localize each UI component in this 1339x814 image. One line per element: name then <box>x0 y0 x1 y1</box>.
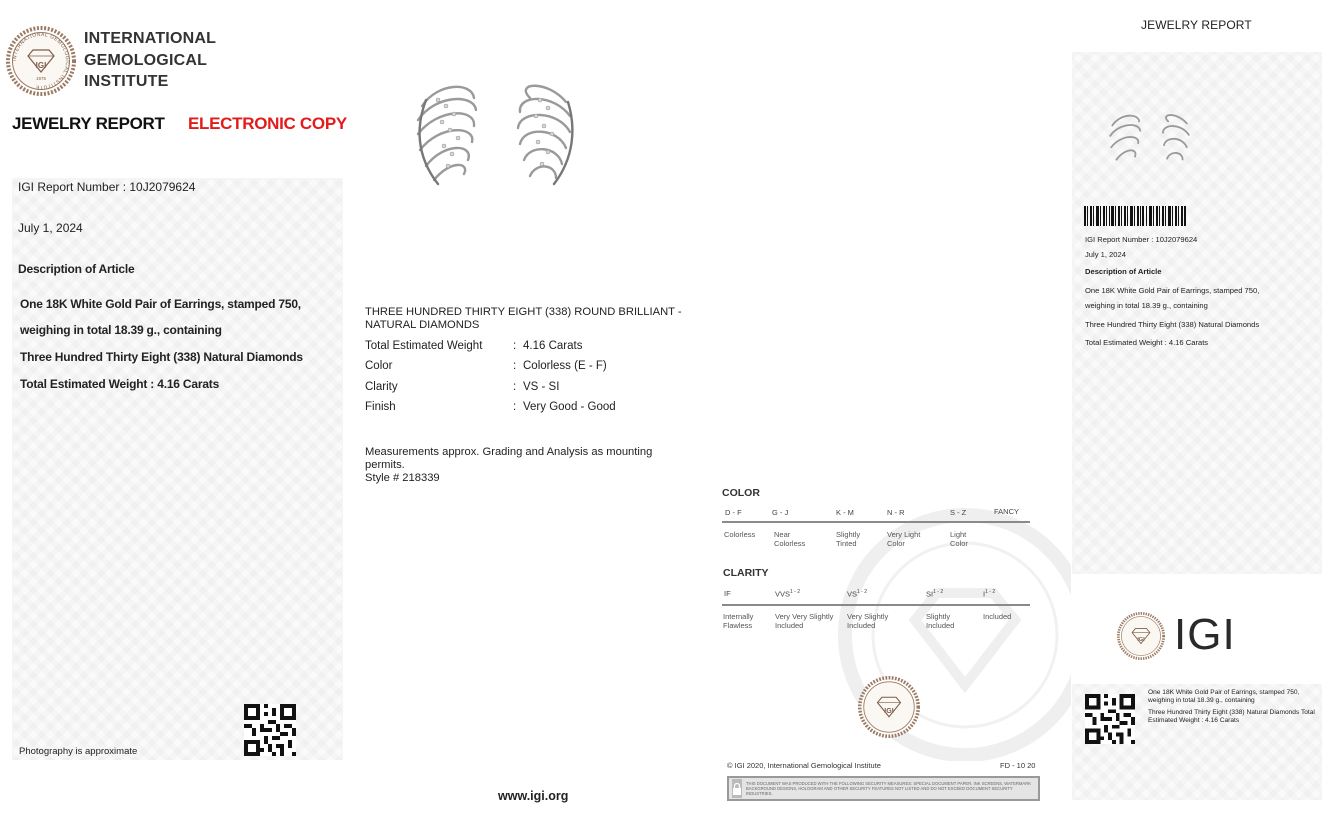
color-value: Colorless (E - F) <box>523 360 607 372</box>
stub-bottom-description <box>1148 689 1318 725</box>
clarity-desc-vvs: Very Very Slightly Included <box>775 612 834 630</box>
color-desc-slightly-tinted: Slightly Tinted <box>836 530 861 548</box>
lock-icon <box>732 779 742 798</box>
clarity-colon: : <box>513 381 517 393</box>
svg-text:IGI: IGI <box>884 707 894 716</box>
color-desc-light: Light Color <box>950 530 968 548</box>
stub-date: July 1, 2024 <box>1085 250 1126 259</box>
stub-desc-line-1: One 18K White Gold Pair of Earrings, stamped 750, <box>1085 286 1260 295</box>
stub-earrings-photo <box>1101 110 1197 170</box>
color-scale-divider <box>722 521 1030 523</box>
clarity-grade-if: IF <box>724 589 731 598</box>
svg-text:INTERNATIONAL GEMOLOGICAL INST: INTERNATIONAL GEMOLOGICAL INSTITUTE <box>11 31 71 91</box>
description-heading: Description of Article <box>18 262 135 276</box>
clarity-desc-if: Internally Flawless <box>723 612 754 630</box>
qr-code[interactable] <box>244 704 296 756</box>
report-title: JEWELRY REPORT <box>12 114 165 133</box>
color-desc-colorless: Colorless <box>724 530 756 539</box>
finish-value: Very Good - Good <box>523 401 616 413</box>
color-grade-g-j: G - J <box>772 508 789 517</box>
stub-desc-line-4: Total Estimated Weight : 4.16 Carats <box>1085 338 1209 347</box>
color-grade-n-r: N - R <box>887 508 905 517</box>
copyright-notice: © IGI 2020, International Gemological Institute <box>727 761 881 770</box>
clarity-desc-si: Slightly Included <box>926 612 955 630</box>
security-text: THIS DOCUMENT WAS PRODUCED WITH THE FOLLOWING SECURITY MEASURES: SPECIAL DOCUMENT PAPER, INK SCREENS, WATERMARK BACKGROUND DESIGNS, HOLOGRAM AND OTHER SECURITY FEATURES NOT LISTED AND DO NOT EXCEED DOCUMENT SECURITY INDUSTRIES. <box>746 781 1032 796</box>
svg-text:IGI: IGI <box>1137 636 1145 643</box>
clarity-grade-si: SI$^{1 - 2}$ <box>926 589 944 599</box>
svg-text:1975: 1975 <box>35 76 47 81</box>
clarity-scale-title: CLARITY <box>723 567 769 579</box>
organization-name <box>84 28 216 93</box>
stub-qr-code[interactable] <box>1085 694 1135 744</box>
stub-bottom-line-2: weighing in total 18.39 g., containing <box>1148 697 1255 704</box>
electronic-copy-label: ELECTRONIC COPY <box>188 114 347 133</box>
measurements-text: Measurements approx. Grading and Analysis as mounting permits. <box>365 446 653 471</box>
igi-seal-logo <box>6 26 76 96</box>
website-link[interactable]: www.igi.org <box>498 789 569 803</box>
photography-note: Photography is approximate <box>19 746 138 757</box>
stub-desc-line-2: weighing in total 18.39 g., containing <box>1085 301 1208 310</box>
earrings-photo <box>408 76 578 192</box>
description-line-4: Total Estimated Weight : 4.16 Carats <box>20 377 220 391</box>
finish-label: Finish <box>365 401 396 413</box>
footer-seal-icon <box>858 676 920 738</box>
stub-description-heading: Description of Article <box>1085 267 1162 276</box>
report-date: July 1, 2024 <box>18 221 83 235</box>
form-code: FD - 10 20 <box>1000 761 1036 770</box>
clarity-scale-divider <box>722 604 1030 606</box>
weight-value: 4.16 Carats <box>523 340 583 352</box>
report-details-panel <box>12 178 343 760</box>
svg-text:IGI: IGI <box>35 61 47 70</box>
org-line-2: GEMOLOGICAL <box>84 51 208 69</box>
finish-colon: : <box>513 401 517 413</box>
color-grade-k-m: K - M <box>836 508 854 517</box>
diamond-summary: THREE HUNDRED THIRTY EIGHT (338) ROUND BRILLIANT - NATURAL DIAMONDS <box>365 306 682 331</box>
stub-report-number: IGI Report Number : 10J2079624 <box>1085 235 1198 244</box>
clarity-value: VS - SI <box>523 381 560 393</box>
weight-colon: : <box>513 340 517 352</box>
color-grade-s-z: S - Z <box>950 508 967 517</box>
style-number: Style # 218339 <box>365 472 440 484</box>
clarity-desc-vs: Very Slightly Included <box>847 612 889 630</box>
org-line-1: INTERNATIONAL <box>84 30 217 47</box>
security-features-bar <box>727 776 1040 801</box>
color-scale-title: COLOR <box>722 487 760 499</box>
stub-report-title: JEWELRY REPORT <box>1141 18 1252 32</box>
org-line-3: INSTITUTE <box>84 73 169 90</box>
color-label: Color <box>365 360 393 372</box>
barcode <box>1084 206 1186 226</box>
igi-brand-logo: IGI <box>1174 610 1236 659</box>
clarity-grade-vs: VS$^{1 - 2}$ <box>847 589 868 599</box>
color-grade-fancy: FANCY <box>994 507 1020 516</box>
stub-desc-line-3: Three Hundred Thirty Eight (338) Natural Diamonds <box>1085 320 1260 329</box>
weight-label: Total Estimated Weight <box>365 340 483 352</box>
stub-igi-seal-icon <box>1117 612 1165 660</box>
color-grade-d-f: D - F <box>725 508 742 517</box>
clarity-grade-i: $I^{1 - 2}$ <box>983 589 996 599</box>
color-desc-very-light: Very Light Color <box>887 530 921 548</box>
clarity-grade-vvs: VVS$^{1 - 2}$ <box>775 589 801 599</box>
report-number: IGI Report Number : 10J2079624 <box>18 180 196 194</box>
measurements-note <box>365 446 695 485</box>
clarity-label: Clarity <box>365 381 398 393</box>
stub-bottom-line-3: Three Hundred Thirty Eight (338) Natural Diamonds Total Estimated Weight : 4.16 Carats <box>1148 709 1315 724</box>
clarity-desc-i: Included <box>983 612 1012 621</box>
stub-bottom-line-1: One 18K White Gold Pair of Earrings, stamped 750, <box>1148 689 1300 696</box>
description-line-1: One 18K White Gold Pair of Earrings, stamped 750, <box>20 297 301 311</box>
color-colon: : <box>513 360 517 372</box>
description-line-3: Three Hundred Thirty Eight (338) Natural Diamonds <box>20 350 303 364</box>
description-line-2: weighing in total 18.39 g., containing <box>20 323 222 337</box>
color-desc-near-colorless: Near Colorless <box>774 530 806 548</box>
